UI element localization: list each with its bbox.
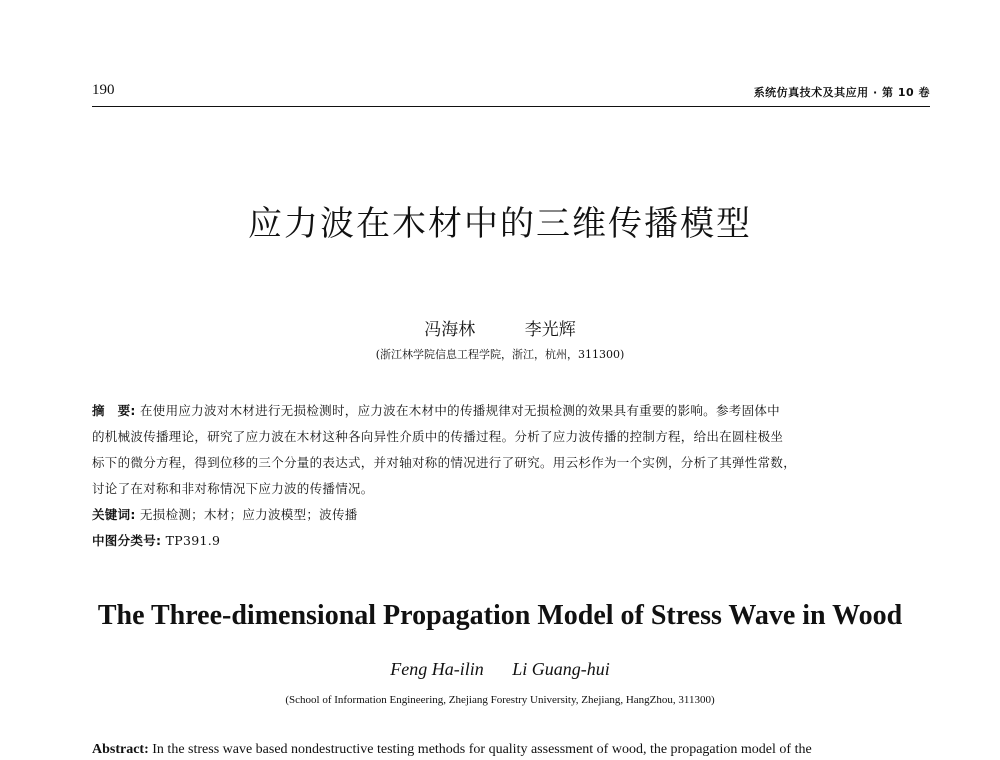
keywords-text: 无损检测；木材；应力波模型；波传播 [139,507,358,522]
english-abstract [92,742,934,758]
chinese-abstract-block [92,398,934,554]
abstract-cn-line: 标下的微分方程，得到位移的三个分量的表达式，并对轴对称的情况进行了研究。用云杉作为一个实例，分析了其弹性常数， [92,455,797,470]
abstract-cn-line: 讨论了在对称和非对称情况下应力波的传播情况。 [92,481,374,496]
page-number: 190 [92,82,115,98]
english-title: The Three-dimensional Propagation Model of Stress Wave in Wood [97,600,903,631]
author-cn-1: 冯海林 [424,320,476,340]
chinese-authors [0,315,1000,340]
running-header [92,82,930,107]
abstract-cn-text-1: 在使用应力波对木材进行无损检测时，应力波在木材中的传播规律对无损检测的效果具有重要的影响。参考固体中 [139,403,780,418]
chinese-title: 应力波在木材中的三维传播模型 [248,204,752,244]
abstract-cn-line: 的机械波传播理论，研究了应力波在木材这种各向异性介质中的传播过程。分析了应力波传播的控制方程，给出在圆柱极坐 [92,429,784,444]
classification-line [92,528,934,554]
abstract-cn-label: 摘 要: [92,403,136,418]
english-authors [0,659,1000,680]
abstract-en-label: Abstract: [92,742,149,757]
chinese-affiliation: (浙江林学院信息工程学院，浙江，杭州，311300) [375,348,625,361]
author-en-1: Feng Ha-ilin [390,659,484,679]
author-en-2: Li Guang-hui [512,659,610,679]
keywords-line [92,502,934,528]
abstract-en-text: In the stress wave based nondestructive testing methods for quality assessment of wood, the propagation model of the [152,742,812,757]
journal-name: 系统仿真技术及其应用 · 第 10 卷 [753,86,930,99]
keywords-label: 关键词: [92,507,136,522]
english-affiliation: (School of Information Engineering, Zhejiang Forestry University, Zhejiang, HangZhou, 311300) [285,694,715,706]
classification-code: TP391.9 [165,533,221,548]
classification-label: 中图分类号: [92,533,162,548]
author-cn-2: 李光辉 [524,320,576,340]
abstract-cn-line [92,398,934,424]
